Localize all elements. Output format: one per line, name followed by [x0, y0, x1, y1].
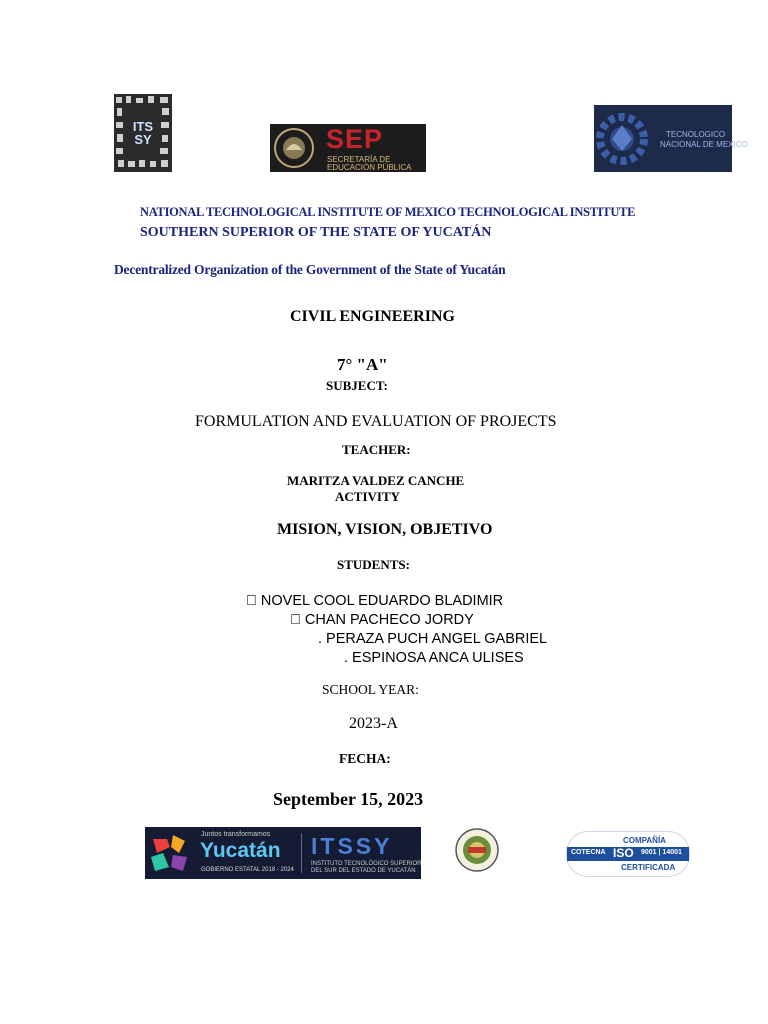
cotecna-bottom: CERTIFICADA: [621, 863, 676, 872]
organization-line: Decentralized Organization of the Government of the State of Yucatán: [114, 262, 506, 277]
cotecna-name: COTECNA: [571, 849, 606, 856]
yucatan-title: Yucatán: [200, 839, 281, 862]
date-label: FECHA:: [339, 751, 391, 766]
student-item: CHAN PACHECO JORDY: [290, 612, 459, 628]
career-title: CIVIL ENGINEERING: [290, 308, 455, 325]
teacher-name: MARITZA VALDEZ CANCHE: [287, 473, 465, 488]
itssy-subtitle-2: DEL SUR DEL ESTADO DE YUCATÁN: [311, 868, 416, 874]
tecnm-logo: [594, 105, 748, 172]
institute-line-1: NATIONAL TECHNOLOGICAL INSTITUTE OF MEXICO TECHNOLOGICAL INSTITUTE: [140, 205, 636, 219]
cotecna-top: COMPAÑÍA: [623, 836, 666, 845]
iso-label: ISO: [613, 846, 634, 860]
itssy-title: ITSSY: [311, 833, 393, 859]
subject-value: FORMULATION AND EVALUATION OF PROJECTS: [195, 413, 557, 430]
students-label: STUDENTS:: [337, 557, 410, 572]
activity-title: MISION, VISION, OBJETIVO: [277, 521, 493, 538]
sep-logo: [270, 124, 426, 172]
school-year-label: SCHOOL YEAR:: [322, 682, 419, 697]
iso-seal-logo: [454, 827, 500, 873]
mexico-seal-icon: [270, 124, 318, 172]
itssy-logo: [114, 94, 172, 172]
student-item: . ESPINOSA ANCA ULISES: [344, 650, 524, 666]
group-label: 7° "A": [337, 355, 388, 374]
tecnm-text-1: TECNOLOGICO: [666, 130, 726, 139]
sep-subtitle-1: SECRETARÍA DE: [327, 155, 391, 164]
student-item: . PERAZA PUCH ANGEL GABRIEL: [318, 631, 548, 647]
yucatan-itssy-banner: [145, 827, 421, 879]
student-item: NOVEL COOL EDUARDO BLADIMIR: [246, 593, 489, 609]
tecnm-text-2: NACIONAL DE MEXICO: [660, 140, 748, 149]
school-year-value: 2023-A: [349, 715, 398, 732]
yucatan-emblem-icon: [145, 827, 195, 879]
sep-subtitle-2: EDUCACIÓN PÚBLICA: [327, 163, 412, 172]
gear-icon: [594, 105, 654, 172]
teacher-label: TEACHER:: [342, 442, 411, 457]
yucatan-government: GOBIERNO ESTATAL 2018 - 2024: [201, 867, 294, 873]
iso-numbers: 9001 | 14001: [641, 849, 682, 856]
yucatan-slogan: Juntos transformamos: [201, 831, 271, 838]
cotecna-logo: [566, 831, 690, 877]
itssy-logo-text: ITS SY: [132, 119, 154, 147]
sep-title: SEP: [326, 124, 384, 154]
date-value: September 15, 2023: [273, 789, 424, 809]
institute-line-2: SOUTHERN SUPERIOR OF THE STATE OF YUCATÁN: [140, 225, 492, 240]
banner-divider: [301, 833, 302, 873]
activity-label: ACTIVITY: [335, 489, 401, 504]
subject-label: SUBJECT:: [326, 378, 388, 393]
itssy-subtitle-1: INSTITUTO TECNOLÓGICO SUPERIOR: [311, 861, 422, 867]
